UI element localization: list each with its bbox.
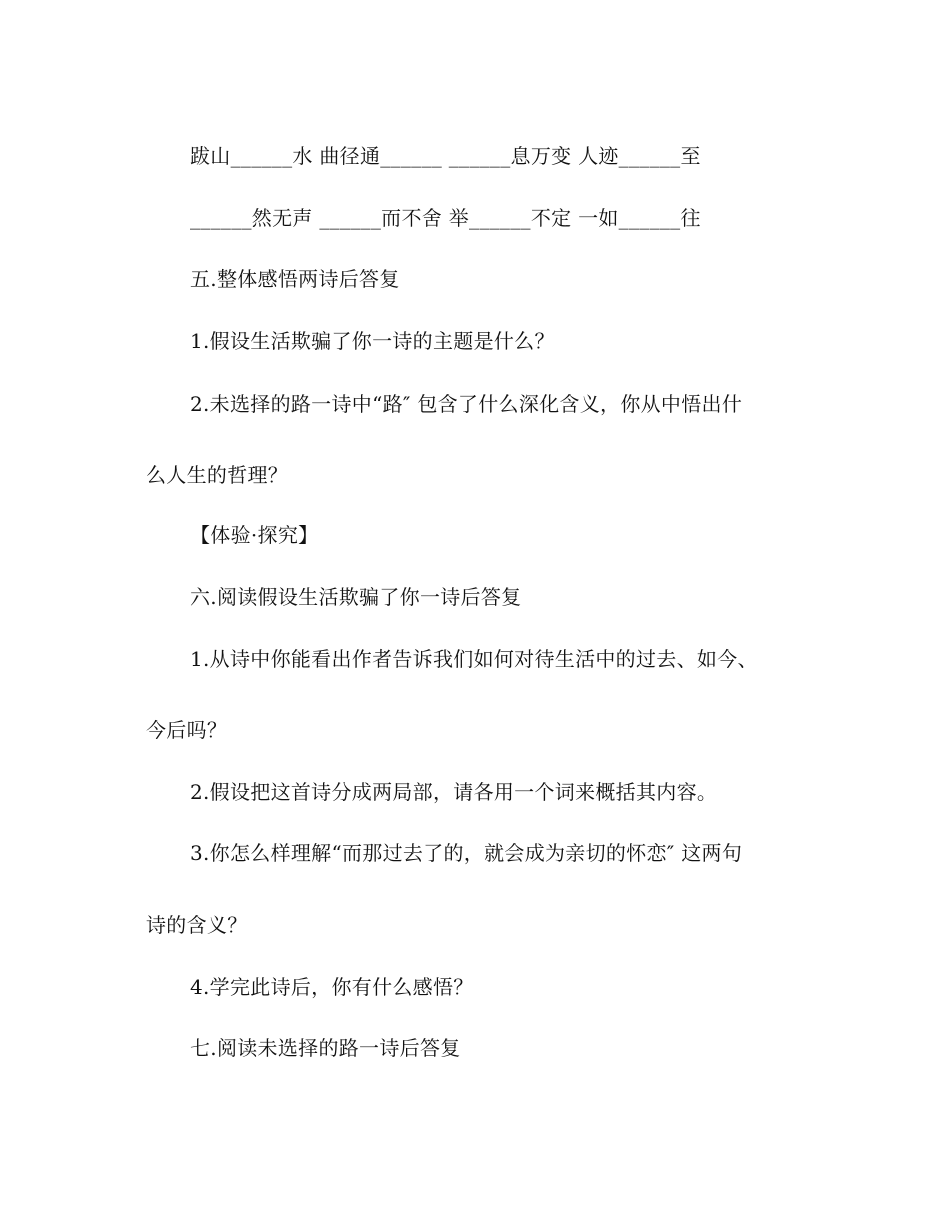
question-6-1: 1.从诗中你能看出作者告诉我们如何对待生活中的过去、如今、 [190,647,758,671]
fill-in-blank-line-1: 跋山______水 曲径通______ ______息万变 人迹______至 [190,144,701,168]
question-6-3-continued: 诗的含义？ [146,913,248,937]
question-6-3: 3.你怎么样理解“而那过去了的，就会成为亲切的怀恋″ 这两句 [190,841,743,865]
question-6-1-continued: 今后吗？ [146,718,228,742]
question-5-2-continued: 么人生的哲理？ [146,463,289,487]
fill-in-blank-line-2: ______然无声 ______而不舍 举______不定 一如______往 [190,206,701,230]
section-heading-7: 七.阅读未选择的路一诗后答复 [190,1036,461,1060]
question-5-1: 1.假设生活欺骗了你一诗的主题是什么？ [190,329,555,353]
section-heading-6: 六.阅读假设生活欺骗了你一诗后答复 [190,585,522,609]
question-5-2: 2.未选择的路一诗中“路″ 包含了什么深化含义，你从中悟出什 [190,392,743,416]
question-6-2: 2.假设把这首诗分成两局部，请各用一个词来概括其内容。 [190,780,718,804]
section-heading-5: 五.整体感悟两诗后答复 [190,267,400,291]
question-6-4: 4.学完此诗后，你有什么感悟？ [190,975,474,999]
subsection-heading-experience: 【体验·探究】 [190,523,319,547]
